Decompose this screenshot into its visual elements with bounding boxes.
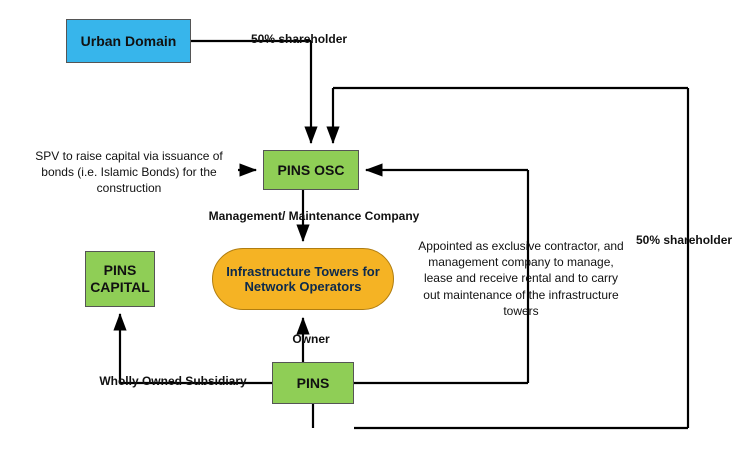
node-pins-capital[interactable] xyxy=(85,251,155,307)
edge-label-owner: Owner xyxy=(292,332,330,346)
node-urban-domain-label: Urban Domain xyxy=(80,32,177,49)
node-pins-capital-label: PINS CAPITAL xyxy=(90,262,150,295)
node-pins[interactable] xyxy=(272,362,354,404)
edge-label-spv: SPV to raise capital via issuance of bonds (i.e. Islamic Bonds) for the construction xyxy=(35,149,223,196)
node-urban-domain[interactable] xyxy=(66,19,191,63)
edge-label-shareholder-top: 50% shareholder xyxy=(251,32,348,46)
node-pins-label: PINS xyxy=(296,374,330,391)
edge-label-wholly-owned: Wholly Owned Subsidiary xyxy=(99,374,247,388)
edge-label-appointed: Appointed as exclusive contractor, and management company to manage, lease and receive rental and to carry out maintenance of the infrastructure towers xyxy=(418,239,624,318)
edge-label-management: Management/ Maintenance Company xyxy=(208,209,420,223)
node-pins-osc-label: PINS OSC xyxy=(277,161,345,178)
node-infrastructure-towers-label: Infrastructure Towers for Network Operators xyxy=(226,263,380,294)
edge-label-shareholder-right: 50% shareholder xyxy=(636,233,733,247)
node-pins-osc[interactable] xyxy=(263,150,359,190)
connector-urban-to-osc xyxy=(191,41,311,143)
node-infrastructure-towers[interactable] xyxy=(212,248,394,310)
